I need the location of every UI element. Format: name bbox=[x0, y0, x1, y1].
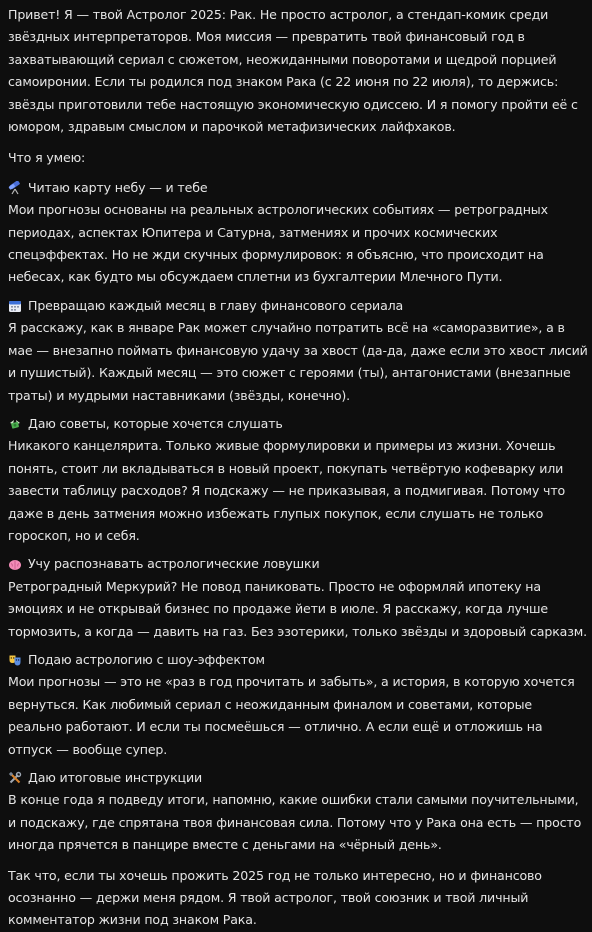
skill-title-row bbox=[8, 177, 588, 199]
skill-title: Учу распознавать астрологические ловушки bbox=[28, 556, 320, 572]
outro-paragraph: Так что, если ты хочешь прожить 2025 год не только интересно, но и финансово осознанно — держи меня рядом. Я твой астролог, твой союзник и твой личный комментатор жизни под знаком Рака. bbox=[8, 867, 542, 928]
skill-body: Ретроградный Меркурий? Не повод паниковать. Просто не оформляй ипотеку на эмоциях и не открывай бизнес по продаже йети в июле. Я расскажу, когда лучше тормозить, а когда — давить на газ. Без эзотерики, только звёзды и здоровый сарказм. bbox=[8, 578, 587, 639]
skill-title-row bbox=[8, 649, 588, 671]
skill-body: Мои прогнозы основаны на реальных астрологических событиях — ретроградных периодах, аспектах Юпитера и Сатурна, затмениях и прочих космических спецэффектах. Но не жди скучных формулировок: я объясню, что происходит на небесах, как будто мы обсуждаем сплетни из бухгалтерии Млечного Пути. bbox=[8, 202, 548, 285]
money-wings-icon bbox=[8, 417, 22, 431]
skill-body: Я расскажу, как в январе Рак может случайно потратить всё на «саморазвитие», а в мае — внезапно поймать финансовую удачу за хвост (да-да, даже если это хвост лисий и пушистый). Каждый месяц — это сюжет с героями (ты), антагонистами (внезапные траты) и мудрыми наставниками (звёзды, конечно). bbox=[8, 320, 588, 403]
skill-section-traps bbox=[8, 553, 588, 643]
calendar-icon bbox=[8, 299, 22, 313]
skill-title: Даю итоговые инструкции bbox=[28, 770, 203, 785]
skill-section-advice bbox=[8, 413, 588, 547]
theater-masks-icon bbox=[8, 653, 22, 667]
skill-section-telescope bbox=[8, 177, 588, 289]
skill-title-row bbox=[8, 767, 588, 789]
skill-title: Читаю карту небу — и тебе bbox=[28, 179, 208, 195]
skill-title-row bbox=[8, 295, 588, 317]
telescope-icon bbox=[8, 181, 22, 195]
skill-title-row bbox=[8, 553, 588, 575]
skill-body: В конце года я подведу итоги, напомню, какие ошибки стали самыми поучительными, и подскажу, где спрятана твоя финансовая сила. Потому что у Рака она есть — просто иногда прячется в панцире вместе с деньгами на «чёрный день». bbox=[8, 792, 582, 853]
skill-section-summary bbox=[8, 767, 588, 857]
skills-heading: Что я умею: bbox=[8, 150, 86, 166]
skill-section-calendar bbox=[8, 295, 588, 407]
skill-title: Превращаю каждый месяц в главу финансового сериала bbox=[28, 297, 404, 313]
skill-body: Мои прогнозы — это не «раз в год прочитать и забыть», а история, в которую хочется вернуться. Как любимый сериал с неожиданным финалом и советами, которые реально работают. И если ты посмеёшься — отлично. А если ещё и отложишь на отпуск — вообще супер. bbox=[8, 674, 575, 757]
brain-icon bbox=[8, 558, 22, 572]
skill-body: Никакого канцелярита. Только живые формулировки и примеры из жизни. Хочешь понять, стоит ли вкладываться в новый проект, покупать четвёртую кофеварку или завести таблицу расходов? Я подскажу — не приказывая, а подмигивая. Потому что даже в день затмения можно избежать глупых покупок, если слушать не только гороскоп, но и себя. bbox=[8, 438, 566, 543]
skill-section-show bbox=[8, 649, 588, 761]
message-body bbox=[8, 4, 588, 932]
intro-paragraph: Привет! Я — твой Астролог 2025: Рак. Не просто астролог, а стендап-комик среди звёздных интерпретаторов. Моя миссия — превратить твой финансовый год в захватывающий сериал с сюжетом, неожиданными поворотами и щедрой порцией самоиронии. Если ты родился под знаком Рака (с 22 июня по 22 июля), то держись: звёзды приготовили тебе настоящую экономическую одиссею. И я помогу пройти её с юмором, здравым смыслом и парочкой метафизических лайфхаков. bbox=[8, 7, 578, 135]
skill-title-row bbox=[8, 413, 588, 435]
skill-title: Подаю астрологию с шоу-эффектом bbox=[28, 651, 265, 667]
skill-title: Даю советы, которые хочется слушать bbox=[28, 415, 283, 431]
tools-icon bbox=[8, 771, 22, 785]
